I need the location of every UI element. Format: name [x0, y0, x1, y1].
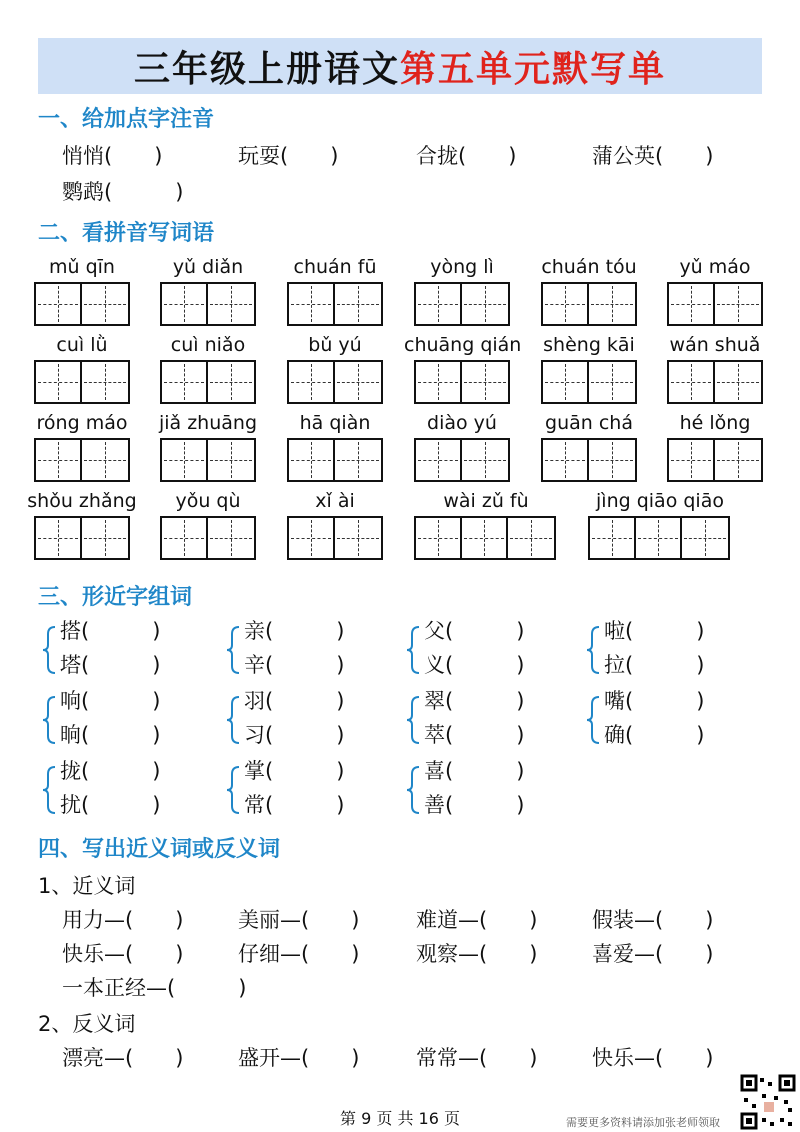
pinyin-label: chuāng qián: [404, 334, 522, 356]
pinyin-label: shèng kāi: [543, 334, 635, 356]
similar-char: 亲: [244, 619, 265, 643]
similar-char-item: [244, 788, 344, 822]
similar-char-item: [604, 614, 704, 648]
answer-blank[interactable]: ( ): [265, 689, 345, 713]
writing-cell[interactable]: [82, 518, 128, 558]
writing-cell[interactable]: [543, 440, 589, 480]
writing-cell[interactable]: [669, 440, 715, 480]
writing-cell[interactable]: [682, 518, 728, 558]
pinyin-label: diào yú: [427, 412, 497, 434]
writing-cell[interactable]: [589, 362, 635, 402]
writing-cell[interactable]: [416, 440, 462, 480]
answer-blank[interactable]: ( ): [81, 653, 161, 677]
writing-grid[interactable]: [414, 360, 510, 404]
pinyin-label: jiǎ zhuāng: [158, 412, 258, 434]
antonym-item: 盛开—( ): [238, 1046, 360, 1070]
brace-icon: [586, 626, 600, 674]
answer-blank[interactable]: ( ): [81, 793, 161, 817]
similar-char-item: [424, 718, 524, 752]
antonym-item: 漂亮—( ): [62, 1046, 184, 1070]
pinyin-item-1: 悄悄( ): [62, 144, 163, 168]
section-4-title: 四、写出近义词或反义词: [38, 837, 281, 862]
similar-char-item: [424, 648, 524, 682]
writing-cell[interactable]: [589, 440, 635, 480]
pinyin-item-2: 玩耍( ): [238, 144, 339, 168]
answer-blank[interactable]: ( ): [625, 723, 705, 747]
writing-cell[interactable]: [416, 362, 462, 402]
pinyin-label: yǔ diǎn: [172, 256, 244, 278]
section-1-title: 一、给加点字注音: [38, 107, 215, 132]
pinyin-label: róng máo: [36, 412, 128, 434]
similar-char: 羽: [244, 689, 265, 713]
similar-char: 善: [424, 793, 445, 817]
similar-char: 晌: [60, 723, 81, 747]
synonym-subtitle: 1、近义词: [38, 874, 136, 898]
similar-char-item: [60, 788, 160, 822]
brace-icon: [226, 766, 240, 814]
pinyin-label: wài zǔ fù: [443, 490, 529, 512]
writing-grid[interactable]: [160, 282, 256, 326]
writing-grid[interactable]: [667, 438, 763, 482]
similar-char: 父: [424, 619, 445, 643]
similar-char: 拉: [604, 653, 625, 677]
synonym-item: 用力—( ): [62, 908, 184, 932]
pinyin-label: wán shuǎ: [669, 334, 761, 356]
synonym-item: 快乐—( ): [62, 942, 184, 966]
pinyin-label: yǔ máo: [679, 256, 751, 278]
pinyin-label: mǔ qīn: [49, 256, 115, 278]
brace-icon: [42, 766, 56, 814]
brace-icon: [42, 626, 56, 674]
similar-char: 翠: [424, 689, 445, 713]
writing-cell[interactable]: [162, 440, 208, 480]
similar-char: 常: [244, 793, 265, 817]
pinyin-label: xǐ ài: [315, 490, 355, 512]
brace-icon: [586, 696, 600, 744]
pinyin-label: hé lǒng: [679, 412, 751, 434]
writing-grid[interactable]: [414, 438, 510, 482]
writing-cell[interactable]: [36, 518, 82, 558]
pinyin-label: cuì niǎo: [170, 334, 246, 356]
writing-cell[interactable]: [36, 362, 82, 402]
writing-cell[interactable]: [508, 518, 554, 558]
pinyin-label: cuì lǜ: [56, 334, 108, 356]
writing-cell[interactable]: [208, 518, 254, 558]
writing-cell[interactable]: [162, 362, 208, 402]
writing-cell[interactable]: [208, 440, 254, 480]
writing-cell[interactable]: [335, 440, 381, 480]
qr-code-icon: [740, 1074, 796, 1130]
writing-grid[interactable]: [34, 360, 130, 404]
synonym-item: 观察—( ): [416, 942, 538, 966]
similar-char: 确: [604, 723, 625, 747]
brace-icon: [226, 696, 240, 744]
writing-grid[interactable]: [414, 282, 510, 326]
writing-cell[interactable]: [543, 284, 589, 324]
writing-cell[interactable]: [289, 518, 335, 558]
similar-char: 喜: [424, 759, 445, 783]
writing-cell[interactable]: [82, 362, 128, 402]
writing-grid[interactable]: [34, 516, 130, 560]
answer-blank[interactable]: ( ): [625, 619, 705, 643]
answer-blank[interactable]: ( ): [81, 723, 161, 747]
writing-grid[interactable]: [541, 282, 637, 326]
writing-cell[interactable]: [335, 518, 381, 558]
similar-char: 萃: [424, 723, 445, 747]
similar-char-item: [604, 718, 704, 752]
writing-cell[interactable]: [462, 440, 508, 480]
page-title: [38, 38, 762, 94]
pinyin-item-5: 鹦鹉( ): [62, 180, 184, 204]
writing-cell[interactable]: [669, 362, 715, 402]
similar-char-item: [244, 754, 344, 788]
writing-cell[interactable]: [208, 362, 254, 402]
writing-cell[interactable]: [82, 284, 128, 324]
similar-char: 习: [244, 723, 265, 747]
similar-char: 拢: [60, 759, 81, 783]
similar-char: 响: [60, 689, 81, 713]
similar-char: 嘴: [604, 689, 625, 713]
writing-cell[interactable]: [589, 284, 635, 324]
answer-blank[interactable]: ( ): [265, 723, 345, 747]
writing-cell[interactable]: [543, 362, 589, 402]
writing-cell[interactable]: [715, 284, 761, 324]
page-number: 第 9 页 共 16 页: [340, 1109, 460, 1128]
writing-grid[interactable]: [287, 360, 383, 404]
pinyin-label: bǔ yú: [308, 334, 362, 356]
writing-cell[interactable]: [335, 362, 381, 402]
similar-char: 搭: [60, 619, 81, 643]
answer-blank[interactable]: ( ): [445, 793, 525, 817]
writing-cell[interactable]: [715, 362, 761, 402]
writing-cell[interactable]: [715, 440, 761, 480]
similar-char: 塔: [60, 653, 81, 677]
answer-blank[interactable]: ( ): [265, 619, 345, 643]
answer-blank[interactable]: ( ): [265, 653, 345, 677]
title-part2: 第五单元默写单: [400, 47, 667, 90]
writing-grid[interactable]: [667, 282, 763, 326]
brace-icon: [42, 696, 56, 744]
writing-grid[interactable]: [667, 360, 763, 404]
writing-cell[interactable]: [289, 440, 335, 480]
synonym-item: 仔细—( ): [238, 942, 360, 966]
synonym-item: 美丽—( ): [238, 908, 360, 932]
answer-blank[interactable]: ( ): [81, 619, 161, 643]
similar-char-item: [604, 684, 704, 718]
writing-cell[interactable]: [669, 284, 715, 324]
similar-char-item: [424, 684, 524, 718]
writing-grid[interactable]: [414, 516, 556, 560]
pinyin-item-3: 合拢( ): [416, 144, 517, 168]
answer-blank[interactable]: ( ): [625, 689, 705, 713]
synonym-item: 假装—( ): [592, 908, 714, 932]
pinyin-label: guān chá: [545, 412, 633, 434]
pinyin-label: yǒu qù: [175, 490, 241, 512]
writing-cell[interactable]: [462, 284, 508, 324]
writing-cell[interactable]: [82, 440, 128, 480]
answer-blank[interactable]: ( ): [625, 653, 705, 677]
writing-cell[interactable]: [636, 518, 682, 558]
pinyin-label: jìng qiāo qiāo: [596, 490, 724, 512]
brace-icon: [406, 696, 420, 744]
writing-grid[interactable]: [34, 282, 130, 326]
writing-grid[interactable]: [541, 360, 637, 404]
pinyin-label: yòng lì: [430, 256, 494, 278]
answer-blank[interactable]: ( ): [445, 653, 525, 677]
writing-grid[interactable]: [287, 438, 383, 482]
writing-cell[interactable]: [335, 284, 381, 324]
similar-char: 辛: [244, 653, 265, 677]
answer-blank[interactable]: ( ): [265, 793, 345, 817]
writing-cell[interactable]: [462, 518, 508, 558]
brace-icon: [406, 766, 420, 814]
title-part1: 三年级上册语文: [133, 47, 400, 90]
section-3-title: 三、形近字组词: [38, 585, 193, 610]
synonym-item: 难道—( ): [416, 908, 538, 932]
writing-grid[interactable]: [541, 438, 637, 482]
pinyin-label: shǒu zhǎng: [27, 490, 137, 512]
answer-blank[interactable]: ( ): [445, 689, 525, 713]
writing-cell[interactable]: [36, 440, 82, 480]
antonym-subtitle: 2、反义词: [38, 1012, 136, 1036]
writing-grid[interactable]: [287, 282, 383, 326]
antonym-item: 常常—( ): [416, 1046, 538, 1070]
writing-cell[interactable]: [162, 518, 208, 558]
pinyin-label: hā qiàn: [299, 412, 371, 434]
brace-icon: [226, 626, 240, 674]
similar-char-item: [244, 648, 344, 682]
synonym-item: 喜爱—( ): [592, 942, 714, 966]
writing-grid[interactable]: [34, 438, 130, 482]
similar-char: 啦: [604, 619, 625, 643]
similar-char-item: [244, 684, 344, 718]
pinyin-label: chuán tóu: [541, 256, 637, 278]
writing-cell[interactable]: [36, 284, 82, 324]
similar-char-item: [604, 648, 704, 682]
answer-blank[interactable]: ( ): [81, 689, 161, 713]
writing-grid[interactable]: [287, 516, 383, 560]
writing-cell[interactable]: [416, 284, 462, 324]
similar-char-item: [424, 754, 524, 788]
writing-cell[interactable]: [208, 284, 254, 324]
similar-char-item: [60, 754, 160, 788]
similar-char-item: [60, 684, 160, 718]
answer-blank[interactable]: ( ): [445, 723, 525, 747]
writing-grid[interactable]: [160, 360, 256, 404]
similar-char-item: [244, 718, 344, 752]
similar-char-item: [424, 788, 524, 822]
similar-char-item: [244, 614, 344, 648]
similar-char: 义: [424, 653, 445, 677]
similar-char-item: [60, 648, 160, 682]
similar-char-item: [60, 614, 160, 648]
brace-icon: [406, 626, 420, 674]
pinyin-item-4: 蒲公英( ): [592, 144, 714, 168]
similar-char: 扰: [60, 793, 81, 817]
answer-blank[interactable]: ( ): [445, 759, 525, 783]
writing-cell[interactable]: [462, 362, 508, 402]
pinyin-label: chuán fū: [293, 256, 377, 278]
writing-grid[interactable]: [588, 516, 730, 560]
antonym-item: 快乐—( ): [592, 1046, 714, 1070]
writing-grid[interactable]: [160, 438, 256, 482]
similar-char-item: [60, 718, 160, 752]
answer-blank[interactable]: ( ): [445, 619, 525, 643]
writing-cell[interactable]: [289, 284, 335, 324]
synonym-item: 一本正经—( ): [62, 976, 247, 1000]
writing-grid[interactable]: [160, 516, 256, 560]
answer-blank[interactable]: ( ): [265, 759, 345, 783]
writing-cell[interactable]: [416, 518, 462, 558]
answer-blank[interactable]: ( ): [81, 759, 161, 783]
similar-char: 掌: [244, 759, 265, 783]
writing-cell[interactable]: [162, 284, 208, 324]
writing-cell[interactable]: [590, 518, 636, 558]
section-2-title: 二、看拼音写词语: [38, 221, 215, 246]
writing-cell[interactable]: [289, 362, 335, 402]
footnote: 需要更多资料请添加张老师领取: [566, 1116, 720, 1129]
similar-char-item: [424, 614, 524, 648]
